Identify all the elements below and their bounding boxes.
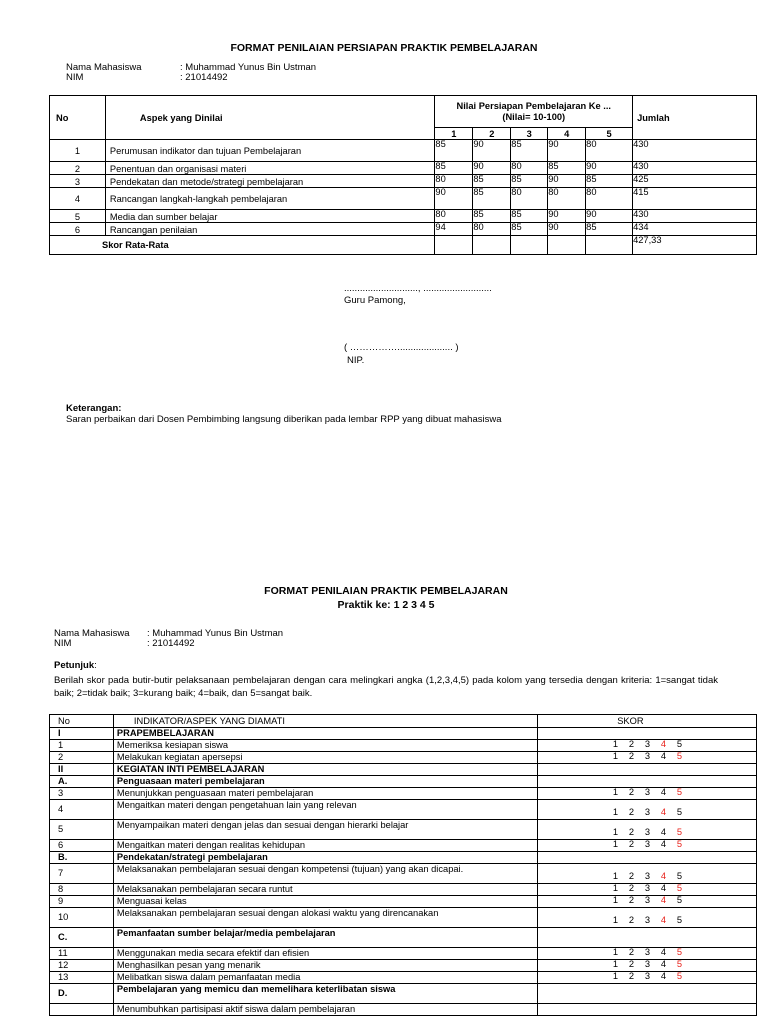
row-jumlah: 430	[633, 162, 757, 175]
score-option[interactable]: 5	[676, 839, 682, 849]
row-no: 10	[50, 908, 114, 928]
score-option[interactable]: 2	[628, 839, 634, 849]
section-row	[50, 776, 757, 788]
indicator-row	[50, 800, 757, 820]
row-value: 85	[473, 175, 511, 188]
nim-label: NIM	[66, 72, 84, 83]
row-score	[538, 764, 757, 776]
row-jumlah: 430	[633, 140, 757, 162]
section-row	[50, 728, 757, 740]
score-option[interactable]: 4	[660, 807, 666, 817]
score-option[interactable]: 2	[628, 959, 634, 969]
row-score	[538, 776, 757, 788]
score-option[interactable]: 1	[612, 787, 618, 797]
score-options	[613, 959, 682, 970]
score-option[interactable]: 4	[660, 959, 666, 969]
header-col: 5	[586, 128, 633, 140]
row-value: 85	[511, 140, 548, 162]
section-row	[50, 928, 757, 948]
row-aspek: Media dan sumber belajar	[105, 210, 434, 223]
row-value: 80	[435, 210, 473, 223]
row-score	[538, 864, 757, 884]
row-aspek: Rancangan penilaian	[105, 223, 434, 236]
petunjuk-label: Petunjuk	[54, 660, 95, 671]
indicator-row	[50, 840, 757, 852]
header-no: No	[50, 715, 114, 728]
row-no: 12	[50, 960, 114, 972]
row-value: 90	[548, 140, 586, 162]
score-option[interactable]: 3	[644, 787, 650, 797]
score-option[interactable]: 3	[644, 751, 650, 761]
score-options	[613, 807, 682, 818]
score-option[interactable]: 3	[644, 971, 650, 981]
row-value: 80	[511, 188, 548, 210]
row-value: 90	[586, 210, 633, 223]
row-jumlah: 415	[633, 188, 757, 210]
score-option[interactable]: 4	[660, 895, 666, 905]
score-option[interactable]: 2	[628, 947, 634, 957]
score-options	[613, 839, 682, 850]
row-value: 80	[586, 188, 633, 210]
score-option[interactable]: 1	[612, 739, 618, 749]
row-score	[538, 960, 757, 972]
row-score	[538, 948, 757, 960]
keterangan-label: Keterangan:	[66, 403, 122, 414]
row-value: 85	[435, 140, 473, 162]
score-option[interactable]: 5	[676, 971, 682, 981]
indicator-row	[50, 820, 757, 840]
row-no: 13	[50, 972, 114, 984]
section-row	[50, 764, 757, 776]
row-no: B.	[50, 852, 114, 864]
row-jumlah: 434	[633, 223, 757, 236]
sign-nip: NIP.	[347, 355, 365, 366]
row-value: 90	[548, 175, 586, 188]
row-score	[538, 788, 757, 800]
header-skor: SKOR	[538, 715, 757, 728]
aspect-row	[50, 223, 757, 236]
header-no: No	[50, 96, 106, 140]
row-indicator: Pendekatan/strategi pembelajaran	[113, 852, 537, 864]
score-option[interactable]: 5	[676, 751, 682, 761]
header-col: 2	[473, 128, 511, 140]
row-value: 85	[473, 188, 511, 210]
score-option[interactable]: 3	[644, 959, 650, 969]
score-options	[613, 739, 682, 750]
score-option[interactable]: 3	[644, 739, 650, 749]
row-indicator: Menggunakan media secara efektif dan efisien	[113, 948, 537, 960]
score-option[interactable]: 4	[660, 915, 666, 925]
score-option[interactable]: 2	[628, 883, 634, 893]
header-col: 4	[548, 128, 586, 140]
row-no: 1	[50, 140, 106, 162]
indicator-row	[50, 972, 757, 984]
aspect-row	[50, 175, 757, 188]
score-option[interactable]: 1	[612, 895, 618, 905]
score-option[interactable]: 5	[676, 915, 682, 925]
score-option[interactable]: 4	[660, 947, 666, 957]
header-aspek: Aspek yang Dinilai	[105, 96, 434, 140]
row-score	[538, 840, 757, 852]
score-option[interactable]: 4	[660, 883, 666, 893]
score-options	[613, 971, 682, 982]
average-row	[50, 236, 757, 255]
row-no: II	[50, 764, 114, 776]
score-option[interactable]: 1	[612, 871, 618, 881]
row-no: 8	[50, 884, 114, 896]
score-option[interactable]: 2	[628, 895, 634, 905]
row-aspek: Rancangan langkah-langkah pembelajaran	[105, 188, 434, 210]
nim-value: : 21014492	[147, 638, 195, 649]
average-value: 427,33	[633, 236, 757, 255]
row-indicator: PRAPEMBELAJARAN	[113, 728, 537, 740]
row-indicator: Mengaitkan materi dengan realitas kehidupan	[113, 840, 537, 852]
page-title: FORMAT PENILAIAN PERSIAPAN PRAKTIK PEMBELAJARAN	[230, 42, 538, 54]
row-no: 5	[50, 210, 106, 223]
row-jumlah: 425	[633, 175, 757, 188]
row-indicator: Mengaitkan materi dengan pengetahuan lain yang relevan	[113, 800, 537, 820]
row-indicator: Melakukan kegiatan apersepsi	[113, 752, 537, 764]
petunjuk-heading: Petunjuk:	[54, 660, 97, 671]
score-options	[613, 915, 682, 926]
score-option[interactable]: 3	[644, 883, 650, 893]
indicator-row	[50, 752, 757, 764]
row-score	[538, 728, 757, 740]
name-label: Nama Mahasiswa	[66, 62, 142, 73]
row-value: 90	[435, 188, 473, 210]
row-value: 90	[473, 162, 511, 175]
row-value: 90	[586, 162, 633, 175]
row-no: 1	[50, 740, 114, 752]
keterangan-text: Saran perbaikan dari Dosen Pembimbing langsung diberikan pada lembar RPP yang dibuat mahasiswa	[66, 414, 502, 425]
section-row	[50, 984, 757, 1004]
row-score	[538, 820, 757, 840]
aspect-row	[50, 210, 757, 223]
score-option[interactable]: 2	[628, 807, 634, 817]
row-no: 2	[50, 752, 114, 764]
score-options	[613, 827, 682, 838]
score-option[interactable]: 2	[628, 971, 634, 981]
row-score	[538, 800, 757, 820]
row-value: 80	[511, 162, 548, 175]
score-option[interactable]: 5	[676, 739, 682, 749]
row-indicator: Melaksanakan pembelajaran sesuai dengan alokasi waktu yang direncanakan	[113, 908, 537, 928]
row-value: 80	[473, 223, 511, 236]
indicator-row	[50, 788, 757, 800]
aspect-row	[50, 188, 757, 210]
score-option[interactable]: 1	[612, 947, 618, 957]
score-option[interactable]: 3	[644, 947, 650, 957]
row-score	[538, 928, 757, 948]
header-jumlah: Jumlah	[633, 96, 757, 140]
sign-name: ( ……………..................... )	[344, 342, 459, 353]
indicator-row	[50, 740, 757, 752]
score-option[interactable]: 4	[660, 839, 666, 849]
score-option[interactable]: 2	[628, 827, 634, 837]
empty-cell	[511, 236, 548, 255]
row-no: 6	[50, 223, 106, 236]
aspect-row	[50, 140, 757, 162]
row-indicator: Menumbuhkan partisipasi aktif siswa dalam pembelajaran	[113, 1004, 537, 1016]
row-value: 85	[511, 223, 548, 236]
row-value: 85	[586, 175, 633, 188]
score-option[interactable]: 4	[660, 787, 666, 797]
nim-label: NIM	[54, 638, 72, 649]
score-option[interactable]: 2	[628, 871, 634, 881]
row-score	[538, 896, 757, 908]
row-value: 85	[473, 210, 511, 223]
score-option[interactable]: 4	[660, 751, 666, 761]
row-value: 90	[548, 210, 586, 223]
row-indicator: Melaksanakan pembelajaran secara runtut	[113, 884, 537, 896]
empty-cell	[473, 236, 511, 255]
score-option[interactable]: 5	[676, 827, 682, 837]
nim-row-2	[54, 639, 195, 649]
score-option[interactable]: 3	[644, 827, 650, 837]
row-value: 94	[435, 223, 473, 236]
sign-date: ............................, ..........................	[344, 283, 492, 294]
header-indikator: INDIKATOR/ASPEK YANG DIAMATI	[113, 715, 537, 728]
score-options	[613, 883, 682, 894]
score-option[interactable]: 1	[612, 959, 618, 969]
average-label: Skor Rata-Rata	[50, 236, 435, 255]
score-option[interactable]: 1	[612, 807, 618, 817]
score-option[interactable]: 2	[628, 915, 634, 925]
score-option[interactable]: 1	[612, 915, 618, 925]
section-row	[50, 852, 757, 864]
row-score	[538, 908, 757, 928]
row-no: D.	[50, 984, 114, 1004]
petunjuk-text: Berilah skor pada butir-butir pelaksanaan pembelajaran dengan cara melingkari angka (1,2,3,4,5) pada kolom yang tersedia dengan kriteria: 1=sangat tidak baik; 2=tidak baik; 3=kurang baik; 4=baik, dan 5=sangat baik.	[54, 675, 718, 699]
indicator-row	[50, 1004, 757, 1016]
row-indicator: Menguasai kelas	[113, 896, 537, 908]
row-no: 3	[50, 175, 106, 188]
score-option[interactable]: 4	[660, 739, 666, 749]
score-option[interactable]: 1	[612, 751, 618, 761]
indicator-row	[50, 884, 757, 896]
indicator-row	[50, 908, 757, 928]
row-jumlah: 430	[633, 210, 757, 223]
header-col: 1	[435, 128, 473, 140]
score-option[interactable]: 2	[628, 751, 634, 761]
row-aspek: Perumusan indikator dan tujuan Pembelajaran	[105, 140, 434, 162]
score-option[interactable]: 1	[612, 839, 618, 849]
score-option[interactable]: 4	[660, 871, 666, 881]
row-score	[538, 972, 757, 984]
row-value: 85	[511, 175, 548, 188]
row-no: 7	[50, 864, 114, 884]
row-score	[538, 852, 757, 864]
row-value: 80	[586, 140, 633, 162]
row-indicator: Pembelajaran yang memicu dan memelihara keterlibatan siswa	[113, 984, 537, 1004]
row-indicator: Menyampaikan materi dengan jelas dan sesuai dengan hierarki belajar	[113, 820, 537, 840]
score-option[interactable]: 5	[676, 895, 682, 905]
name-value: : Muhammad Yunus Bin Ustman	[147, 628, 284, 639]
name-value: : Muhammad Yunus Bin Ustman	[180, 62, 317, 73]
nim-value: : 21014492	[180, 72, 228, 83]
score-option[interactable]: 2	[628, 787, 634, 797]
row-indicator: Menghasilkan pesan yang menarik	[113, 960, 537, 972]
empty-cell	[435, 236, 473, 255]
row-value: 85	[586, 223, 633, 236]
row-value: 85	[548, 162, 586, 175]
row-indicator: Melaksanakan pembelajaran sesuai dengan kompetensi (tujuan) yang akan dicapai.	[113, 864, 537, 884]
aspect-row	[50, 162, 757, 175]
header-nilai-line1: Nilai Persiapan Pembelajaran Ke ...	[456, 100, 611, 111]
row-value: 85	[435, 162, 473, 175]
score-option[interactable]: 3	[644, 839, 650, 849]
row-value: 85	[511, 210, 548, 223]
preparation-score-table	[49, 95, 757, 255]
row-aspek: Penentuan dan organisasi materi	[105, 162, 434, 175]
row-score	[538, 1004, 757, 1016]
indicator-row	[50, 948, 757, 960]
score-option[interactable]: 5	[676, 871, 682, 881]
row-value: 90	[473, 140, 511, 162]
row-indicator: Melibatkan siswa dalam pemanfaatan media	[113, 972, 537, 984]
indicator-row	[50, 960, 757, 972]
row-aspek: Pendekatan dan metode/strategi pembelajaran	[105, 175, 434, 188]
row-indicator: Menunjukkan penguasaan materi pembelajaran	[113, 788, 537, 800]
score-option[interactable]: 2	[628, 739, 634, 749]
table2-header	[50, 715, 757, 728]
row-score	[538, 984, 757, 1004]
row-no: C.	[50, 928, 114, 948]
row-score	[538, 752, 757, 764]
score-option[interactable]: 5	[676, 947, 682, 957]
row-no: 3	[50, 788, 114, 800]
row-no: 2	[50, 162, 106, 175]
row-no: 11	[50, 948, 114, 960]
score-options	[613, 871, 682, 882]
row-indicator: Pemanfaatan sumber belajar/media pembelajaran	[113, 928, 537, 948]
score-option[interactable]: 3	[644, 915, 650, 925]
header-col: 3	[511, 128, 548, 140]
score-options	[613, 947, 682, 958]
empty-cell	[548, 236, 586, 255]
page-title-2: FORMAT PENILAIAN PRAKTIK PEMBELAJARAN	[264, 585, 508, 597]
row-score	[538, 740, 757, 752]
score-option[interactable]: 5	[676, 787, 682, 797]
row-no: 6	[50, 840, 114, 852]
score-option[interactable]: 1	[612, 971, 618, 981]
praktik-subtitle: Praktik ke: 1 2 3 4 5	[337, 599, 435, 611]
score-option[interactable]: 5	[676, 807, 682, 817]
score-option[interactable]: 1	[612, 883, 618, 893]
score-options	[613, 751, 682, 762]
header-nilai-line2: (Nilai= 10-100)	[502, 111, 566, 122]
row-value: 90	[548, 223, 586, 236]
score-option[interactable]: 3	[644, 895, 650, 905]
row-no: 4	[50, 800, 114, 820]
row-indicator: KEGIATAN INTI PEMBELAJARAN	[113, 764, 537, 776]
row-indicator: Penguasaan materi pembelajaran	[113, 776, 537, 788]
score-options	[613, 787, 682, 798]
row-no: 4	[50, 188, 106, 210]
score-option[interactable]: 5	[676, 883, 682, 893]
score-option[interactable]: 3	[644, 871, 650, 881]
row-no: 5	[50, 820, 114, 840]
score-option[interactable]: 4	[660, 971, 666, 981]
header-nilai	[435, 96, 633, 128]
row-no: 9	[50, 896, 114, 908]
indicator-row	[50, 896, 757, 908]
score-option[interactable]: 4	[660, 827, 666, 837]
row-no: I	[50, 728, 114, 740]
nim-row	[66, 73, 228, 83]
sign-role: Guru Pamong,	[344, 295, 406, 306]
name-label: Nama Mahasiswa	[54, 628, 130, 639]
score-options	[613, 895, 682, 906]
row-no	[50, 1004, 114, 1016]
row-score	[538, 884, 757, 896]
row-value: 80	[435, 175, 473, 188]
practice-score-table	[49, 714, 757, 1016]
score-option[interactable]: 3	[644, 807, 650, 817]
score-option[interactable]: 5	[676, 959, 682, 969]
empty-cell	[586, 236, 633, 255]
row-indicator: Memeriksa kesiapan siswa	[113, 740, 537, 752]
score-option[interactable]: 1	[612, 827, 618, 837]
indicator-row	[50, 864, 757, 884]
row-no: A.	[50, 776, 114, 788]
row-value: 80	[548, 188, 586, 210]
